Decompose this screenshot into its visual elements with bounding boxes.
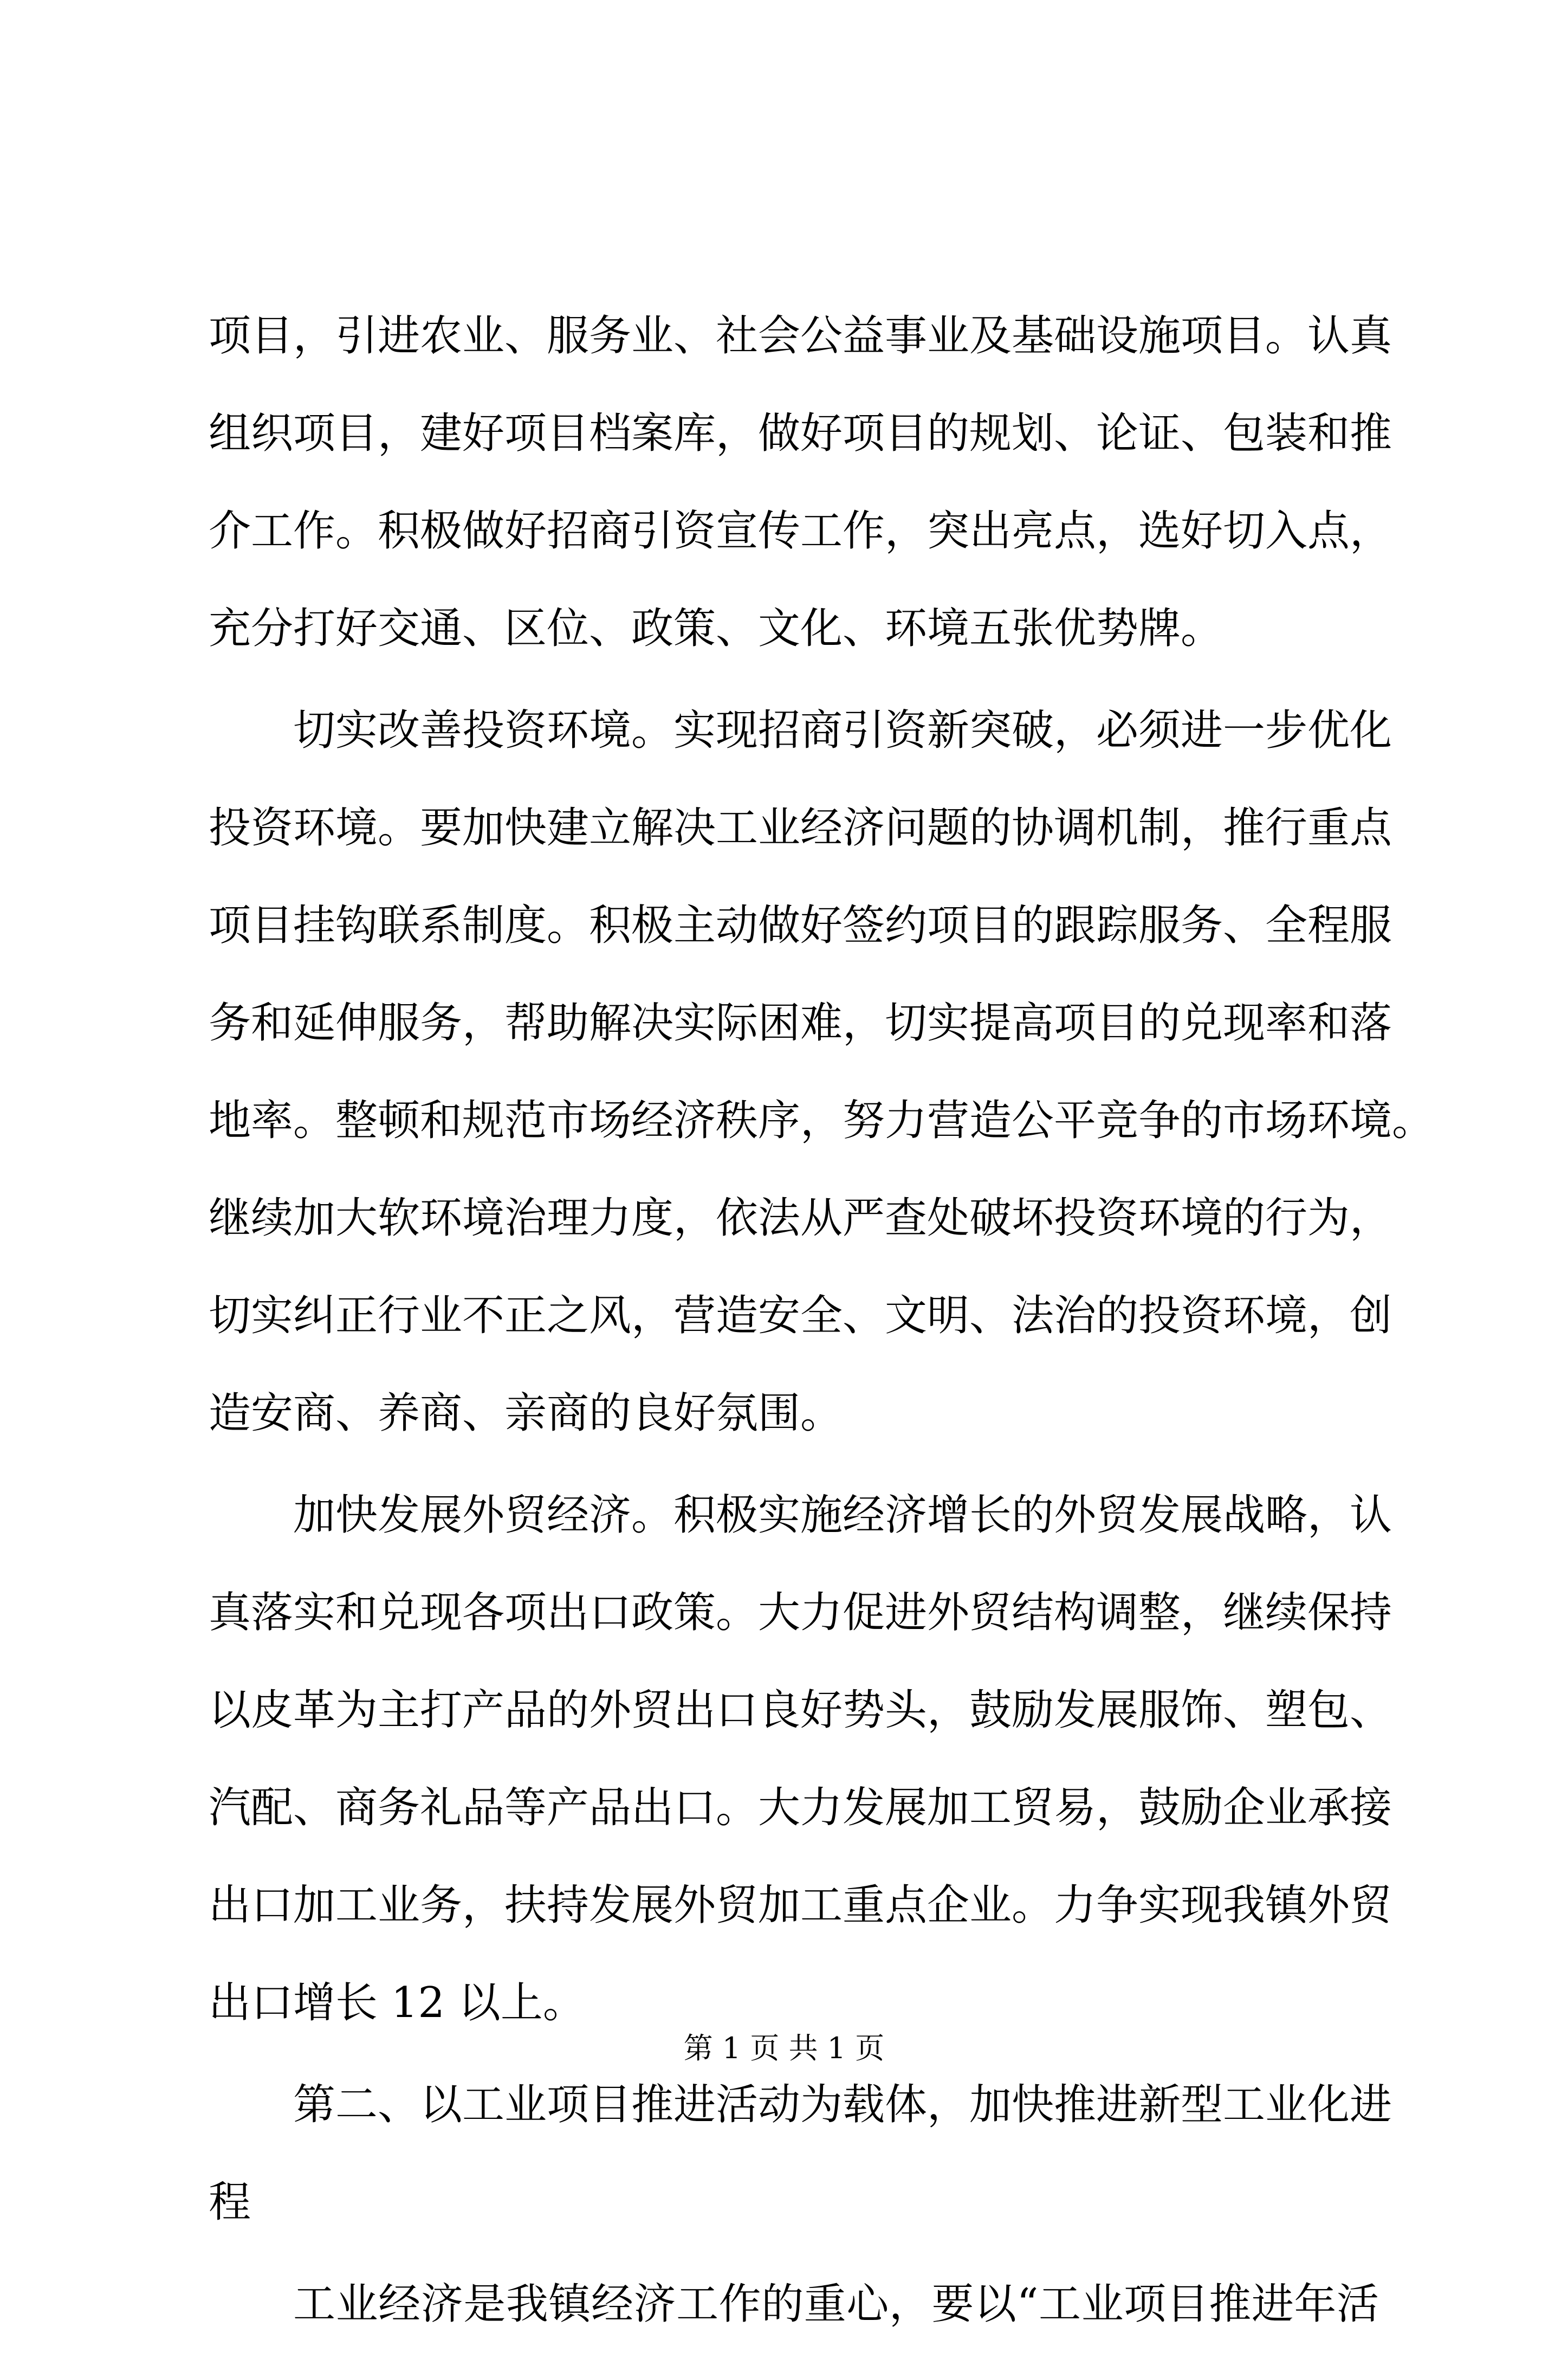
text-line: 程 — [209, 2178, 251, 2227]
text-line: 汽配、商务礼品等产品出口。大力发展加工贸易，鼓励企业承接 — [209, 1783, 1392, 1832]
text-line: 出口增长 12 以上。 — [209, 1979, 585, 2027]
page-footer — [0, 2027, 1568, 2070]
text-line: 务和延伸服务，帮助解决实际困难，切实提高项目的兑现率和落 — [209, 999, 1392, 1048]
text-line: 切实改善投资环境。实现招商引资新突破，必须进一步优化 — [293, 706, 1392, 755]
text-line: 加快发展外贸经济。积极实施经济增长的外贸发展战略，认 — [293, 1491, 1392, 1540]
text-line: 真落实和兑现各项出口政策。大力促进外贸结构调整，继续保持 — [209, 1588, 1392, 1637]
paragraph-industrial-economy — [209, 2255, 1379, 2353]
section-two-heading — [209, 2056, 1392, 2251]
text-line: 介工作。积极做好招商引资宣传工作，突出亮点，选好切入点， — [209, 507, 1392, 555]
paragraph-continuation — [209, 287, 1392, 677]
text-line: 充分打好交通、区位、政策、文化、环境五张优势牌。 — [209, 604, 1223, 653]
text-line: 以皮革为主打产品的外贸出口良好势头，鼓励发展服饰、塑包、 — [209, 1686, 1392, 1735]
text-line: 继续加大软环境治理力度，依法从严查处破坏投资环境的行为， — [209, 1194, 1392, 1243]
text-line: 地率。整顿和规范市场经济秩序，努力营造公平竞争的市场环境。 — [209, 1096, 1435, 1145]
text-line: 工业经济是我镇经济工作的重心，要以“工业项目推进年活 — [293, 2280, 1379, 2329]
text-line: 造安商、养商、亲商的良好氛围。 — [209, 1389, 843, 1438]
text-line: 投资环境。要加快建立解决工业经济问题的协调机制，推行重点 — [209, 804, 1392, 852]
text-line: 组织项目，建好项目档案库，做好项目的规划、论证、包装和推 — [209, 409, 1392, 458]
paragraph-investment-environment — [209, 682, 1435, 1462]
text-line: 项目，引进农业、服务业、社会公益事业及基础设施项目。认真 — [209, 312, 1392, 360]
text-line: 切实纠正行业不正之风，营造安全、文明、法治的投资环境，创 — [209, 1291, 1392, 1340]
text-line: 项目挂钩联系制度。积极主动做好签约项目的跟踪服务、全程服 — [209, 901, 1392, 950]
paragraph-foreign-trade — [209, 1466, 1392, 2052]
text-line: 出口加工业务，扶持发展外贸加工重点企业。力争实现我镇外贸 — [209, 1881, 1392, 1930]
text-line: 第二、以工业项目推进活动为载体，加快推进新型工业化进 — [293, 2080, 1392, 2129]
page-number: 第 1 页 共 1 页 — [683, 2031, 885, 2065]
